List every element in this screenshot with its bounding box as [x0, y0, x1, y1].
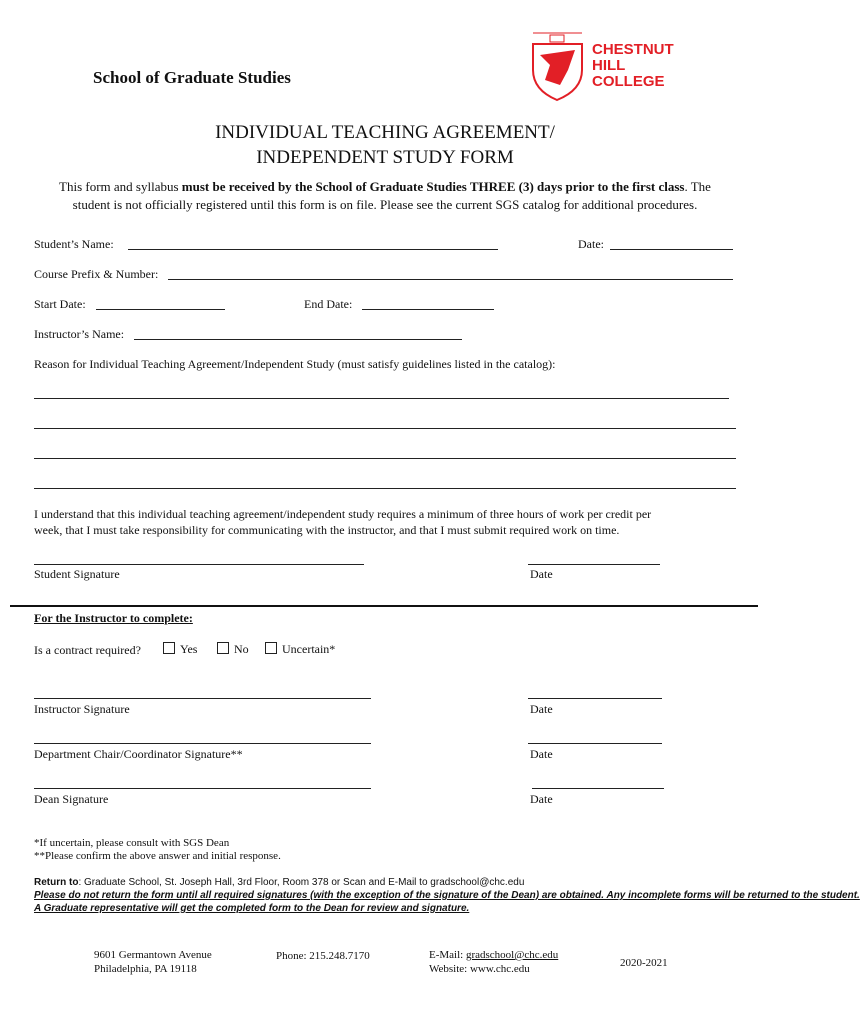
student-signature-line[interactable]	[34, 564, 364, 565]
date-field[interactable]	[610, 249, 733, 250]
logo-text: COLLEGE	[592, 73, 665, 90]
dean-signature-line[interactable]	[34, 788, 371, 789]
instructor-signature-line[interactable]	[34, 698, 371, 699]
checkbox-no[interactable]: No	[217, 642, 249, 657]
student-signature-label: Student Signature	[34, 567, 120, 581]
section-divider	[10, 605, 758, 607]
footer-address: 9601 Germantown Avenue Philadelphia, PA 19118	[94, 949, 212, 975]
email-link[interactable]: gradschool@chc.edu	[465, 949, 559, 961]
footer-phone: Phone: 215.248.7170	[276, 950, 370, 962]
student-name-field[interactable]	[128, 249, 498, 250]
reason-line[interactable]	[34, 398, 729, 399]
dean-signature-label: Dean Signature	[34, 792, 109, 806]
reason-line[interactable]	[34, 428, 736, 429]
end-date-label: End Date:	[304, 297, 353, 311]
course-label: Course Prefix & Number:	[34, 267, 159, 281]
logo-text: CHESTNUT	[592, 41, 674, 58]
start-date-field[interactable]	[96, 309, 225, 310]
student-name-label: Student’s Name:	[34, 237, 114, 251]
date-line[interactable]	[528, 743, 662, 744]
chair-signature-line[interactable]	[34, 743, 371, 744]
form-year: 2020-2021	[620, 957, 668, 969]
logo-text: HILL	[592, 57, 626, 74]
footnotes: *If uncertain, please consult with SGS Dean **Please confirm the above answer and initial response.	[34, 837, 281, 862]
start-date-label: Start Date:	[34, 297, 86, 311]
date-label: Date	[530, 702, 553, 716]
reason-line[interactable]	[34, 488, 736, 489]
end-date-field[interactable]	[362, 309, 494, 310]
course-field[interactable]	[168, 279, 733, 280]
date-label: Date	[530, 747, 553, 761]
college-logo	[530, 30, 674, 107]
instructor-signature-label: Instructor Signature	[34, 702, 130, 716]
date-label: Date:	[578, 237, 604, 251]
date-label: Date	[530, 567, 553, 581]
date-line[interactable]	[528, 698, 662, 699]
checkbox-uncertain[interactable]: Uncertain*	[265, 642, 335, 657]
agreement-text: I understand that this individual teaching agreement/independent study requires a minimum of three hours of work per credit per week, that I must take responsibility for communicating with the instructor, and that I must submit required work on time.	[34, 507, 652, 537]
instructor-name-label: Instructor’s Name:	[34, 327, 125, 341]
school-name: School of Graduate Studies	[93, 68, 291, 87]
title-line2: INDEPENDENT STUDY FORM	[256, 147, 514, 168]
contract-question: Is a contract required?	[34, 643, 141, 657]
return-info: Return to: Graduate School, St. Joseph Hall, 3rd Floor, Room 378 or Scan and E-Mail to gradschool@chc.edu Please do not return the form until all required signatures (with the exception of the signature of the Dean) are obtained. Any incomplete forms will be returned to the student. A Graduate representative will get the completed form to the Dean for review and signature.	[34, 877, 860, 914]
reason-line[interactable]	[34, 458, 736, 459]
date-line[interactable]	[532, 788, 664, 789]
checkbox-yes[interactable]: Yes	[163, 642, 197, 657]
instructor-name-field[interactable]	[134, 339, 462, 340]
student-date-line[interactable]	[528, 564, 660, 565]
chair-signature-label: Department Chair/Coordinator Signature**	[34, 747, 243, 761]
date-label: Date	[530, 792, 553, 806]
reason-label: Reason for Individual Teaching Agreement/Independent Study (must satisfy guidelines listed in the catalog):	[34, 357, 556, 371]
intro-text: This form and syllabus must be received by the School of Graduate Studies THREE (3) days prior to the first class. The student is not officially registered until this form is on file. Please see the current SGS catalog for additional procedures.	[59, 179, 711, 212]
crest-icon	[530, 30, 585, 102]
footer-contact: E-Mail: gradschool@chc.edu Website: www.chc.edu	[429, 949, 559, 975]
title-line1: INDIVIDUAL TEACHING AGREEMENT/	[215, 122, 555, 143]
instructor-heading: For the Instructor to complete:	[34, 611, 193, 625]
website: Website: www.chc.edu	[429, 963, 530, 975]
